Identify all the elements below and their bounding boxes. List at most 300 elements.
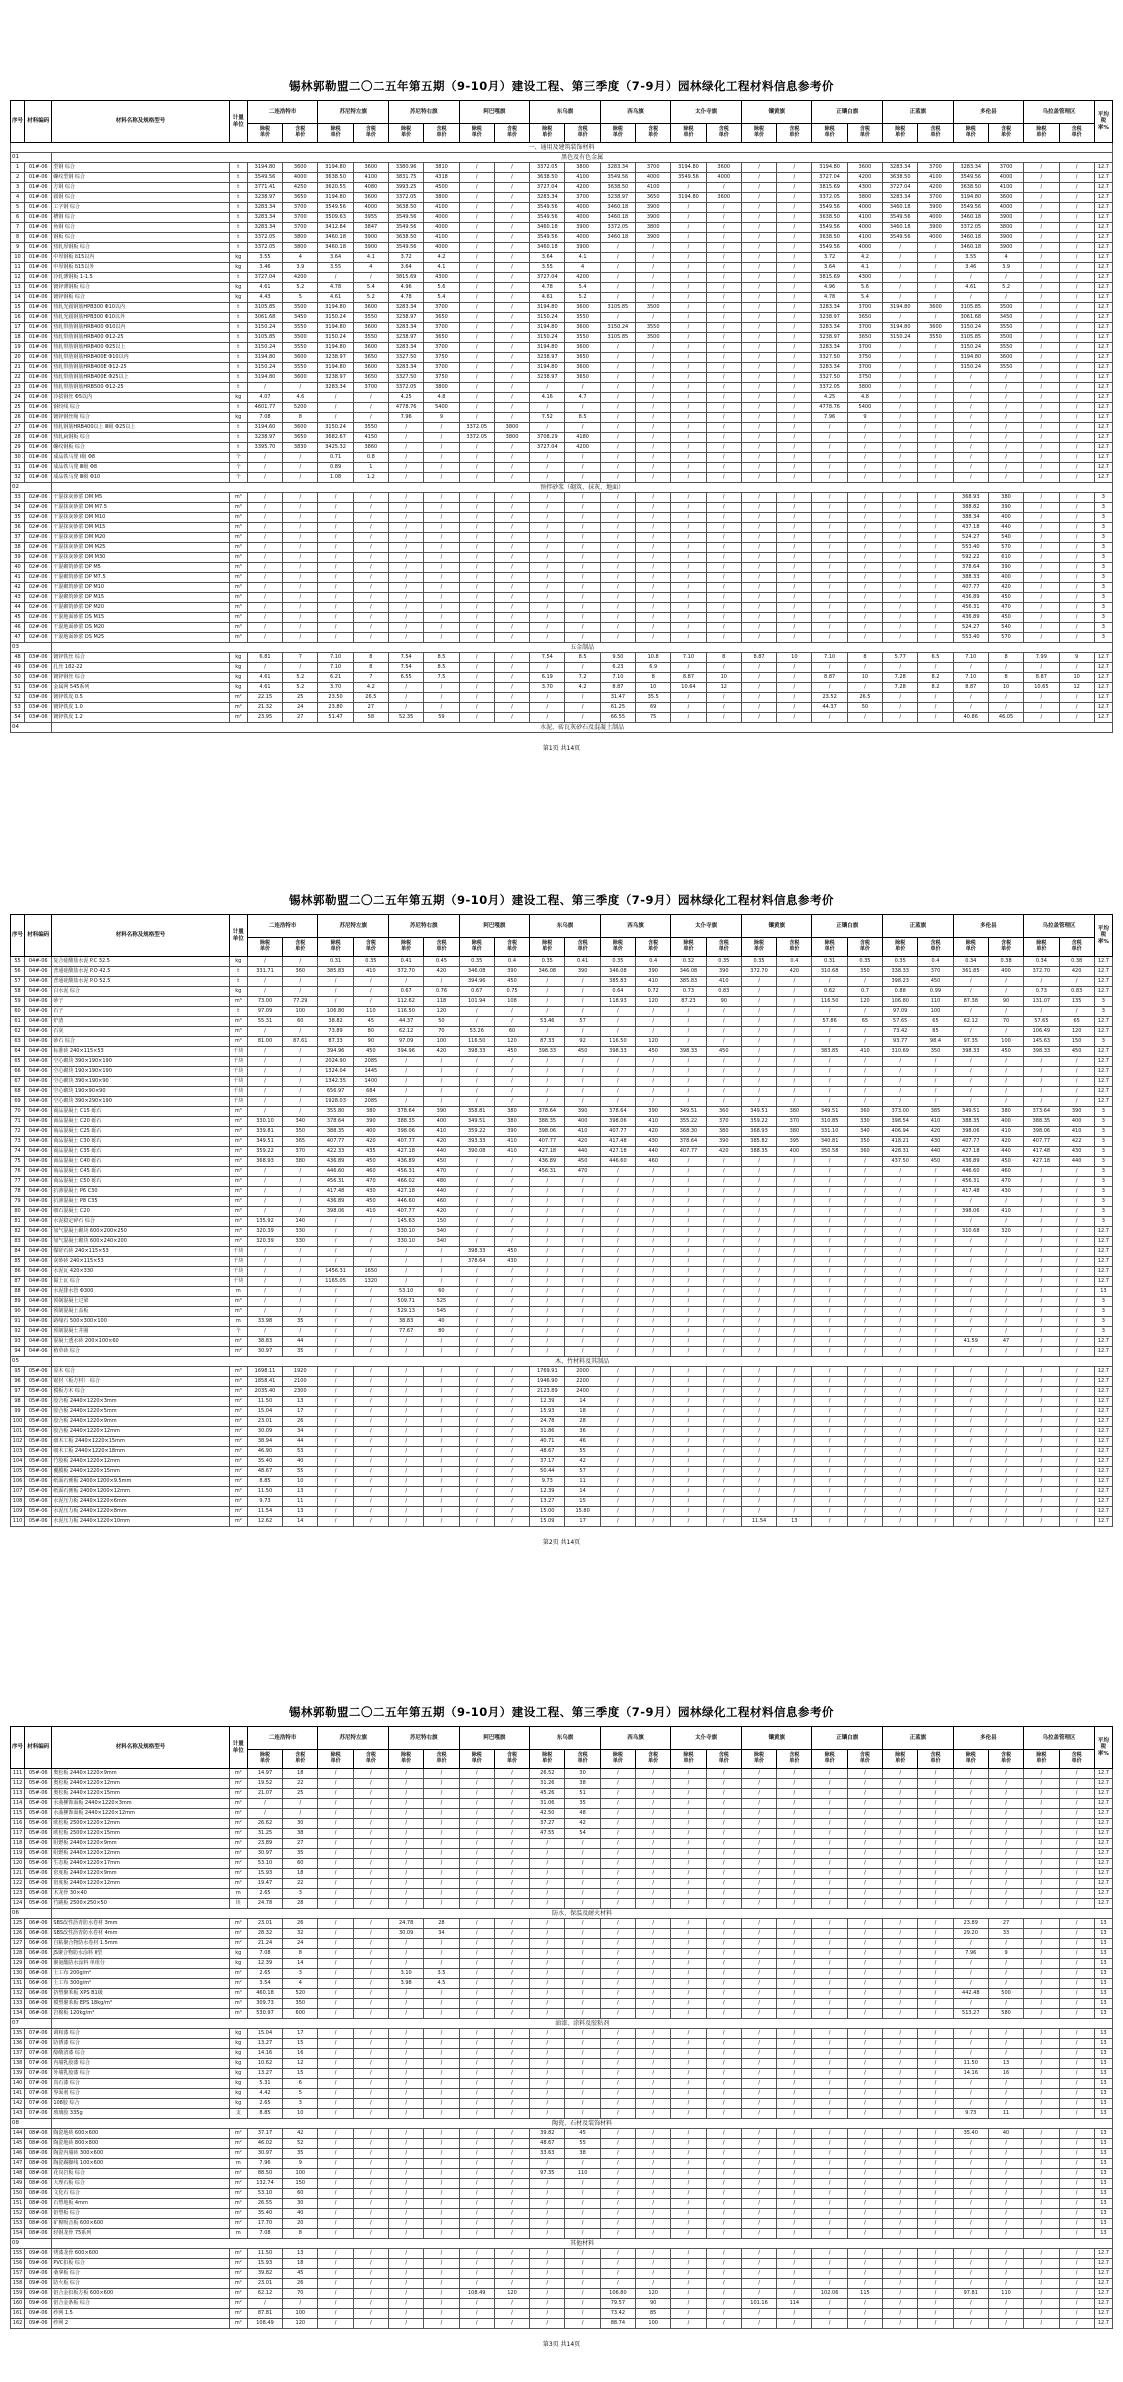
- cell-price-incl-tax: /: [988, 1487, 1023, 1497]
- cell-price-excl-tax: /: [883, 243, 918, 253]
- cell-price-excl-tax: 3283.34: [389, 363, 424, 373]
- cell-price-incl-tax: /: [918, 1407, 953, 1417]
- cell-price-incl-tax: /: [706, 1477, 741, 1487]
- cell-price-excl-tax: /: [530, 493, 565, 503]
- cell-price-excl-tax: /: [671, 263, 706, 273]
- cell-material-name: 细石混凝土 C20: [52, 1207, 229, 1217]
- header-region-0: 二连浩特市: [247, 1727, 318, 1750]
- cell-price-incl-tax: /: [706, 2109, 741, 2119]
- cell-price-excl-tax: /: [671, 1157, 706, 1167]
- cell-price-excl-tax: 53.10: [247, 2189, 282, 2199]
- cell-material-code: 08#-06: [25, 2219, 52, 2229]
- cell-price-incl-tax: /: [706, 473, 741, 483]
- cell-price-incl-tax: /: [494, 1829, 529, 1839]
- cell-price-incl-tax: 3700: [565, 193, 600, 203]
- cell-unit: m²: [229, 1427, 247, 1437]
- cell-price-excl-tax: /: [741, 2259, 776, 2269]
- cell-material-code: 05#-06: [25, 1367, 52, 1377]
- table-row: [11, 2149, 1113, 2159]
- cell-price-incl-tax: /: [636, 1989, 671, 1999]
- cell-price-excl-tax: 388.35: [741, 1147, 776, 1157]
- cell-price-excl-tax: /: [1024, 1247, 1059, 1257]
- cell-price-incl-tax: /: [494, 683, 529, 693]
- cell-price-excl-tax: /: [1024, 1959, 1059, 1969]
- cell-material-code: 01#-06: [25, 193, 52, 203]
- page-title: 锡林郭勒盟二〇二五年第五期（9-10月）建设工程、第三季度（7-9月）园林绿化工程材料信息参考价: [288, 79, 835, 93]
- cell-price-excl-tax: /: [600, 1919, 635, 1929]
- cell-price-incl-tax: /: [1059, 663, 1094, 673]
- cell-price-incl-tax: /: [706, 2059, 741, 2069]
- cell-price-incl-tax: /: [283, 1197, 318, 1207]
- cell-price-incl-tax: /: [706, 563, 741, 573]
- header-subcol: 除税 单价: [812, 124, 847, 143]
- cell-price-excl-tax: 7.52: [530, 413, 565, 423]
- cell-price-excl-tax: /: [459, 703, 494, 713]
- cell-price-incl-tax: /: [847, 433, 882, 443]
- cell-price-incl-tax: /: [494, 1217, 529, 1227]
- cell-price-incl-tax: 420: [424, 1047, 459, 1057]
- cell-price-excl-tax: /: [883, 2029, 918, 2039]
- table-row: [11, 253, 1113, 263]
- cell-avg-tax-rate: 3: [1094, 1157, 1112, 1167]
- cell-price-incl-tax: /: [494, 1377, 529, 1387]
- cell-price-incl-tax: /: [636, 613, 671, 623]
- cell-price-excl-tax: /: [953, 1067, 988, 1077]
- cell-price-excl-tax: /: [671, 2289, 706, 2299]
- cell-price-excl-tax: 385.82: [741, 1137, 776, 1147]
- cell-price-incl-tax: /: [353, 2179, 388, 2189]
- cell-price-incl-tax: /: [1059, 2039, 1094, 2049]
- cell-price-excl-tax: /: [741, 1789, 776, 1799]
- cell-price-incl-tax: /: [847, 1247, 882, 1257]
- cell-price-incl-tax: /: [353, 2099, 388, 2109]
- cell-price-excl-tax: /: [600, 363, 635, 373]
- cell-price-incl-tax: 684: [353, 1087, 388, 1097]
- cell-price-excl-tax: /: [389, 2169, 424, 2179]
- cell-price-incl-tax: /: [353, 1457, 388, 1467]
- cell-price-incl-tax: 0.72: [636, 987, 671, 997]
- cell-price-excl-tax: /: [318, 1507, 353, 1517]
- cell-price-excl-tax: /: [389, 473, 424, 483]
- cell-price-excl-tax: 3105.85: [600, 303, 635, 313]
- cell-price-incl-tax: /: [636, 1999, 671, 2009]
- cell-price-excl-tax: /: [1024, 2039, 1059, 2049]
- cell-price-excl-tax: 3194.80: [953, 353, 988, 363]
- cell-price-incl-tax: /: [988, 977, 1023, 987]
- cell-price-incl-tax: 3700: [847, 343, 882, 353]
- cell-price-excl-tax: /: [389, 453, 424, 463]
- cell-price-excl-tax: /: [671, 1477, 706, 1487]
- table-row: [11, 313, 1113, 323]
- cell-price-excl-tax: /: [953, 1849, 988, 1859]
- cell-price-incl-tax: 118: [424, 997, 459, 1007]
- cell-price-excl-tax: /: [1024, 1939, 1059, 1949]
- cell-price-excl-tax: 10.65: [1024, 683, 1059, 693]
- cell-price-incl-tax: 11: [565, 1477, 600, 1487]
- cell-seq: 59: [11, 997, 25, 1007]
- cell-price-excl-tax: /: [389, 2059, 424, 2069]
- cell-price-excl-tax: /: [741, 997, 776, 1007]
- cell-price-incl-tax: /: [918, 1929, 953, 1939]
- cell-price-incl-tax: /: [777, 403, 812, 413]
- cell-material-name: 欧松板 2500×1220×12mm: [52, 1819, 229, 1829]
- cell-price-incl-tax: /: [424, 1077, 459, 1087]
- cell-price-excl-tax: /: [883, 1809, 918, 1819]
- cell-material-name: 加气混凝土砌块 600×200×250: [52, 1227, 229, 1237]
- section-code: 04: [11, 723, 52, 733]
- cell-price-excl-tax: 3.64: [530, 253, 565, 263]
- cell-price-incl-tax: 450: [1059, 1047, 1094, 1057]
- cell-price-incl-tax: 5.4: [353, 283, 388, 293]
- table-row: [11, 653, 1113, 663]
- cell-price-incl-tax: 4000: [847, 243, 882, 253]
- cell-price-excl-tax: /: [389, 1437, 424, 1447]
- cell-price-excl-tax: /: [389, 2139, 424, 2149]
- cell-price-excl-tax: /: [459, 633, 494, 643]
- cell-price-incl-tax: /: [988, 2039, 1023, 2049]
- cell-price-incl-tax: /: [918, 663, 953, 673]
- cell-price-incl-tax: /: [777, 673, 812, 683]
- cell-material-name: 型钢 综合: [52, 163, 229, 173]
- cell-price-incl-tax: 3600: [565, 343, 600, 353]
- cell-price-excl-tax: /: [600, 1769, 635, 1779]
- cell-price-excl-tax: /: [812, 2059, 847, 2069]
- cell-price-incl-tax: /: [424, 1097, 459, 1107]
- header-region-10: 多伦县: [953, 915, 1024, 938]
- cell-price-incl-tax: /: [1059, 2179, 1094, 2189]
- cell-price-excl-tax: /: [671, 2269, 706, 2279]
- cell-unit: 千块: [229, 1267, 247, 1277]
- cell-material-name: 干混砌筑砂浆 DP M10: [52, 583, 229, 593]
- cell-price-incl-tax: /: [636, 1407, 671, 1417]
- section-band-row: [11, 153, 1113, 163]
- cell-price-incl-tax: 110: [988, 2289, 1023, 2299]
- cell-material-name: SBS改性沥青防水卷材 4mm: [52, 1929, 229, 1939]
- cell-price-excl-tax: 3549.56: [600, 173, 635, 183]
- cell-price-incl-tax: /: [565, 2159, 600, 2169]
- cell-price-incl-tax: /: [636, 2079, 671, 2089]
- cell-price-excl-tax: /: [459, 1869, 494, 1879]
- cell-unit: m²: [229, 1417, 247, 1427]
- cell-price-incl-tax: /: [918, 1969, 953, 1979]
- cell-price-excl-tax: /: [741, 2309, 776, 2319]
- cell-price-incl-tax: 390: [565, 967, 600, 977]
- cell-price-excl-tax: /: [530, 583, 565, 593]
- cell-material-name: 石子: [52, 1007, 229, 1017]
- cell-price-incl-tax: /: [988, 403, 1023, 413]
- cell-seq: 151: [11, 2199, 25, 2209]
- cell-seq: 31: [11, 463, 25, 473]
- cell-seq: 161: [11, 2309, 25, 2319]
- cell-price-incl-tax: /: [424, 1989, 459, 1999]
- cell-price-excl-tax: /: [1024, 463, 1059, 473]
- cell-price-excl-tax: /: [530, 453, 565, 463]
- cell-price-excl-tax: /: [671, 233, 706, 243]
- cell-price-excl-tax: /: [953, 1087, 988, 1097]
- cell-price-incl-tax: /: [988, 1457, 1023, 1467]
- cell-price-excl-tax: 2123.89: [530, 1387, 565, 1397]
- cell-price-excl-tax: /: [671, 2209, 706, 2219]
- cell-price-incl-tax: /: [353, 1929, 388, 1939]
- cell-price-excl-tax: /: [812, 623, 847, 633]
- cell-price-incl-tax: /: [706, 443, 741, 453]
- cell-price-incl-tax: /: [918, 2029, 953, 2039]
- cell-price-incl-tax: /: [706, 1207, 741, 1217]
- cell-price-incl-tax: /: [283, 493, 318, 503]
- cell-price-incl-tax: /: [636, 1347, 671, 1357]
- cell-price-incl-tax: /: [424, 703, 459, 713]
- cell-price-incl-tax: /: [283, 1187, 318, 1197]
- cell-price-excl-tax: /: [389, 1377, 424, 1387]
- table-row: [11, 2029, 1113, 2039]
- cell-price-excl-tax: 309.73: [247, 1999, 282, 2009]
- cell-price-incl-tax: /: [1059, 1267, 1094, 1277]
- cell-price-incl-tax: /: [283, 453, 318, 463]
- cell-price-incl-tax: /: [1059, 1829, 1094, 1839]
- cell-price-incl-tax: /: [918, 1979, 953, 1989]
- cell-price-incl-tax: /: [353, 1297, 388, 1307]
- cell-price-excl-tax: /: [318, 1477, 353, 1487]
- cell-price-incl-tax: /: [777, 513, 812, 523]
- cell-price-incl-tax: /: [777, 383, 812, 393]
- cell-price-incl-tax: /: [636, 2069, 671, 2079]
- cell-price-excl-tax: /: [812, 533, 847, 543]
- cell-material-name: 醇酸清漆 综合: [52, 2049, 229, 2059]
- cell-seq: 86: [11, 1267, 25, 1277]
- table-row: [11, 967, 1113, 977]
- cell-price-excl-tax: 14.16: [247, 2049, 282, 2059]
- cell-price-incl-tax: 380: [283, 1157, 318, 1167]
- cell-price-excl-tax: /: [883, 1769, 918, 1779]
- cell-price-excl-tax: 3327.50: [389, 373, 424, 383]
- cell-price-incl-tax: /: [353, 1507, 388, 1517]
- cell-price-incl-tax: 340: [424, 1237, 459, 1247]
- cell-material-code: 01#-06: [25, 183, 52, 193]
- cell-price-incl-tax: /: [636, 2279, 671, 2289]
- cell-material-code: 05#-06: [25, 1477, 52, 1487]
- cell-price-excl-tax: /: [600, 2169, 635, 2179]
- cell-unit: m³: [229, 503, 247, 513]
- cell-avg-tax-rate: 12.7: [1094, 363, 1112, 373]
- cell-price-excl-tax: /: [812, 2089, 847, 2099]
- cell-price-excl-tax: /: [741, 1869, 776, 1879]
- cell-seq: 155: [11, 2249, 25, 2259]
- cell-price-excl-tax: /: [318, 1407, 353, 1417]
- cell-material-name: 干混地面砂浆 DS M20: [52, 623, 229, 633]
- cell-price-incl-tax: /: [777, 1979, 812, 1989]
- cell-price-incl-tax: /: [918, 1859, 953, 1869]
- cell-material-code: 04#-06: [25, 1087, 52, 1097]
- cell-price-incl-tax: /: [847, 1027, 882, 1037]
- cell-price-excl-tax: /: [459, 1919, 494, 1929]
- cell-price-excl-tax: 12.39: [530, 1487, 565, 1497]
- cell-price-incl-tax: /: [777, 1347, 812, 1357]
- cell-price-incl-tax: /: [1059, 2069, 1094, 2079]
- cell-material-name: 水泥排水管 Φ300: [52, 1287, 229, 1297]
- cell-unit: m²: [229, 2269, 247, 2279]
- cell-price-incl-tax: /: [777, 1027, 812, 1037]
- cell-price-excl-tax: 407.77: [600, 1127, 635, 1137]
- cell-price-excl-tax: /: [530, 1007, 565, 1017]
- cell-price-incl-tax: /: [918, 2179, 953, 2189]
- cell-price-excl-tax: /: [600, 2139, 635, 2149]
- cell-price-incl-tax: 10: [636, 683, 671, 693]
- cell-price-excl-tax: 7.54: [389, 653, 424, 663]
- cell-price-excl-tax: /: [318, 2289, 353, 2299]
- cell-price-incl-tax: /: [988, 2199, 1023, 2209]
- cell-price-incl-tax: /: [565, 1267, 600, 1277]
- cell-material-name: 锯材（板方材） 综合: [52, 1377, 229, 1387]
- cell-price-excl-tax: /: [812, 553, 847, 563]
- cell-price-excl-tax: /: [741, 633, 776, 643]
- cell-price-excl-tax: /: [600, 1939, 635, 1949]
- cell-seq: 145: [11, 2139, 25, 2149]
- cell-material-code: 05#-06: [25, 1437, 52, 1447]
- cell-unit: m²: [229, 2149, 247, 2159]
- cell-price-incl-tax: /: [636, 1859, 671, 1869]
- cell-price-excl-tax: 388.35: [318, 1127, 353, 1137]
- cell-price-excl-tax: 3372.05: [812, 383, 847, 393]
- table-row: [11, 2109, 1113, 2119]
- cell-price-excl-tax: /: [953, 1347, 988, 1357]
- cell-price-excl-tax: /: [883, 433, 918, 443]
- cell-price-excl-tax: /: [1024, 1217, 1059, 1227]
- cell-price-excl-tax: /: [530, 2099, 565, 2109]
- header-region-9: 正蓝旗: [883, 101, 954, 124]
- cell-price-incl-tax: /: [636, 2179, 671, 2189]
- cell-price-incl-tax: /: [494, 1237, 529, 1247]
- cell-price-incl-tax: /: [706, 283, 741, 293]
- cell-price-excl-tax: /: [812, 2169, 847, 2179]
- cell-price-excl-tax: /: [883, 1257, 918, 1267]
- cell-price-incl-tax: /: [565, 1869, 600, 1879]
- cell-price-excl-tax: /: [883, 1477, 918, 1487]
- cell-price-excl-tax: /: [671, 1287, 706, 1297]
- cell-price-excl-tax: /: [459, 1799, 494, 1809]
- cell-price-incl-tax: /: [636, 343, 671, 353]
- cell-price-incl-tax: /: [1059, 1227, 1094, 1237]
- table-row: [11, 1057, 1113, 1067]
- cell-price-incl-tax: 470: [353, 1177, 388, 1187]
- cell-price-incl-tax: 360: [706, 1107, 741, 1117]
- cell-price-excl-tax: /: [600, 2039, 635, 2049]
- cell-price-excl-tax: /: [389, 463, 424, 473]
- cell-price-incl-tax: /: [494, 1017, 529, 1027]
- cell-price-incl-tax: 420: [988, 583, 1023, 593]
- cell-price-excl-tax: /: [812, 1799, 847, 1809]
- cell-unit: m²: [229, 1437, 247, 1447]
- cell-price-excl-tax: /: [459, 1317, 494, 1327]
- cell-price-incl-tax: 44: [283, 1437, 318, 1447]
- cell-price-excl-tax: /: [1024, 283, 1059, 293]
- cell-price-excl-tax: /: [389, 2039, 424, 2049]
- cell-price-excl-tax: /: [600, 593, 635, 603]
- cell-price-excl-tax: /: [459, 1507, 494, 1517]
- cell-price-excl-tax: /: [741, 193, 776, 203]
- cell-price-incl-tax: /: [918, 1819, 953, 1829]
- cell-price-excl-tax: /: [459, 1307, 494, 1317]
- cell-price-incl-tax: /: [565, 1899, 600, 1909]
- cell-price-excl-tax: /: [459, 1277, 494, 1287]
- header-subcol: 除税 单价: [459, 124, 494, 143]
- cell-price-excl-tax: /: [459, 2029, 494, 2039]
- cell-price-incl-tax: /: [918, 1377, 953, 1387]
- cell-price-incl-tax: 4000: [424, 243, 459, 253]
- cell-price-excl-tax: /: [671, 1789, 706, 1799]
- cell-price-incl-tax: /: [494, 2279, 529, 2289]
- cell-price-incl-tax: /: [636, 383, 671, 393]
- cell-price-excl-tax: 47.55: [530, 1829, 565, 1839]
- cell-price-incl-tax: /: [918, 1839, 953, 1849]
- cell-material-name: 胶合板 2440×1220×9mm: [52, 1417, 229, 1427]
- cell-price-excl-tax: /: [459, 1067, 494, 1077]
- cell-price-incl-tax: /: [988, 1087, 1023, 1097]
- cell-price-excl-tax: /: [1024, 273, 1059, 283]
- cell-price-incl-tax: /: [847, 1407, 882, 1417]
- cell-material-name: 空心砌块 190×90×90: [52, 1087, 229, 1097]
- cell-price-excl-tax: /: [600, 1377, 635, 1387]
- cell-price-incl-tax: 3600: [847, 163, 882, 173]
- cell-price-excl-tax: /: [741, 1427, 776, 1437]
- cell-price-incl-tax: /: [353, 273, 388, 283]
- cell-price-excl-tax: /: [459, 1819, 494, 1829]
- cell-price-excl-tax: /: [530, 1869, 565, 1879]
- cell-price-excl-tax: /: [953, 1077, 988, 1087]
- section-title: 黑色及有色金属: [52, 153, 1113, 163]
- cell-price-excl-tax: /: [741, 1037, 776, 1047]
- cell-price-excl-tax: /: [389, 2069, 424, 2079]
- cell-price-incl-tax: 5200: [283, 403, 318, 413]
- header-subcol: 除税 单价: [318, 1750, 353, 1769]
- cell-price-excl-tax: /: [953, 1999, 988, 2009]
- cell-price-incl-tax: /: [636, 1207, 671, 1217]
- cell-price-excl-tax: 3150.24: [318, 333, 353, 343]
- cell-price-excl-tax: 3194.80: [318, 303, 353, 313]
- cell-unit: kg: [229, 673, 247, 683]
- cell-price-excl-tax: 3.55: [530, 263, 565, 273]
- cell-price-incl-tax: /: [847, 593, 882, 603]
- cell-price-excl-tax: 0.64: [600, 987, 635, 997]
- cell-price-excl-tax: /: [600, 423, 635, 433]
- cell-price-incl-tax: /: [777, 1227, 812, 1237]
- cell-price-excl-tax: 398.06: [1024, 1127, 1059, 1137]
- cell-price-excl-tax: /: [247, 613, 282, 623]
- cell-material-code: 05#-06: [25, 1769, 52, 1779]
- cell-price-incl-tax: 30: [283, 2199, 318, 2209]
- cell-price-excl-tax: /: [530, 513, 565, 523]
- cell-price-excl-tax: 1928.03: [318, 1097, 353, 1107]
- header-region-7: 镶黄旗: [741, 1727, 812, 1750]
- cell-price-incl-tax: 430: [636, 1137, 671, 1147]
- table-row: [11, 2079, 1113, 2089]
- cell-price-excl-tax: /: [953, 393, 988, 403]
- cell-price-excl-tax: 3815.69: [389, 273, 424, 283]
- cell-price-excl-tax: /: [741, 343, 776, 353]
- cell-price-excl-tax: /: [741, 1377, 776, 1387]
- cell-price-excl-tax: 132.74: [247, 2179, 282, 2189]
- cell-price-incl-tax: /: [1059, 1889, 1094, 1899]
- cell-price-excl-tax: /: [671, 2029, 706, 2039]
- cell-price-incl-tax: 3.9: [283, 263, 318, 273]
- cell-price-incl-tax: /: [918, 1087, 953, 1097]
- cell-price-excl-tax: /: [459, 1227, 494, 1237]
- cell-price-incl-tax: 3700: [847, 363, 882, 373]
- cell-seq: 13: [11, 283, 25, 293]
- cell-price-incl-tax: 4200: [847, 173, 882, 183]
- cell-price-incl-tax: 80: [353, 1027, 388, 1037]
- cell-price-excl-tax: /: [600, 1497, 635, 1507]
- cell-price-excl-tax: /: [459, 1377, 494, 1387]
